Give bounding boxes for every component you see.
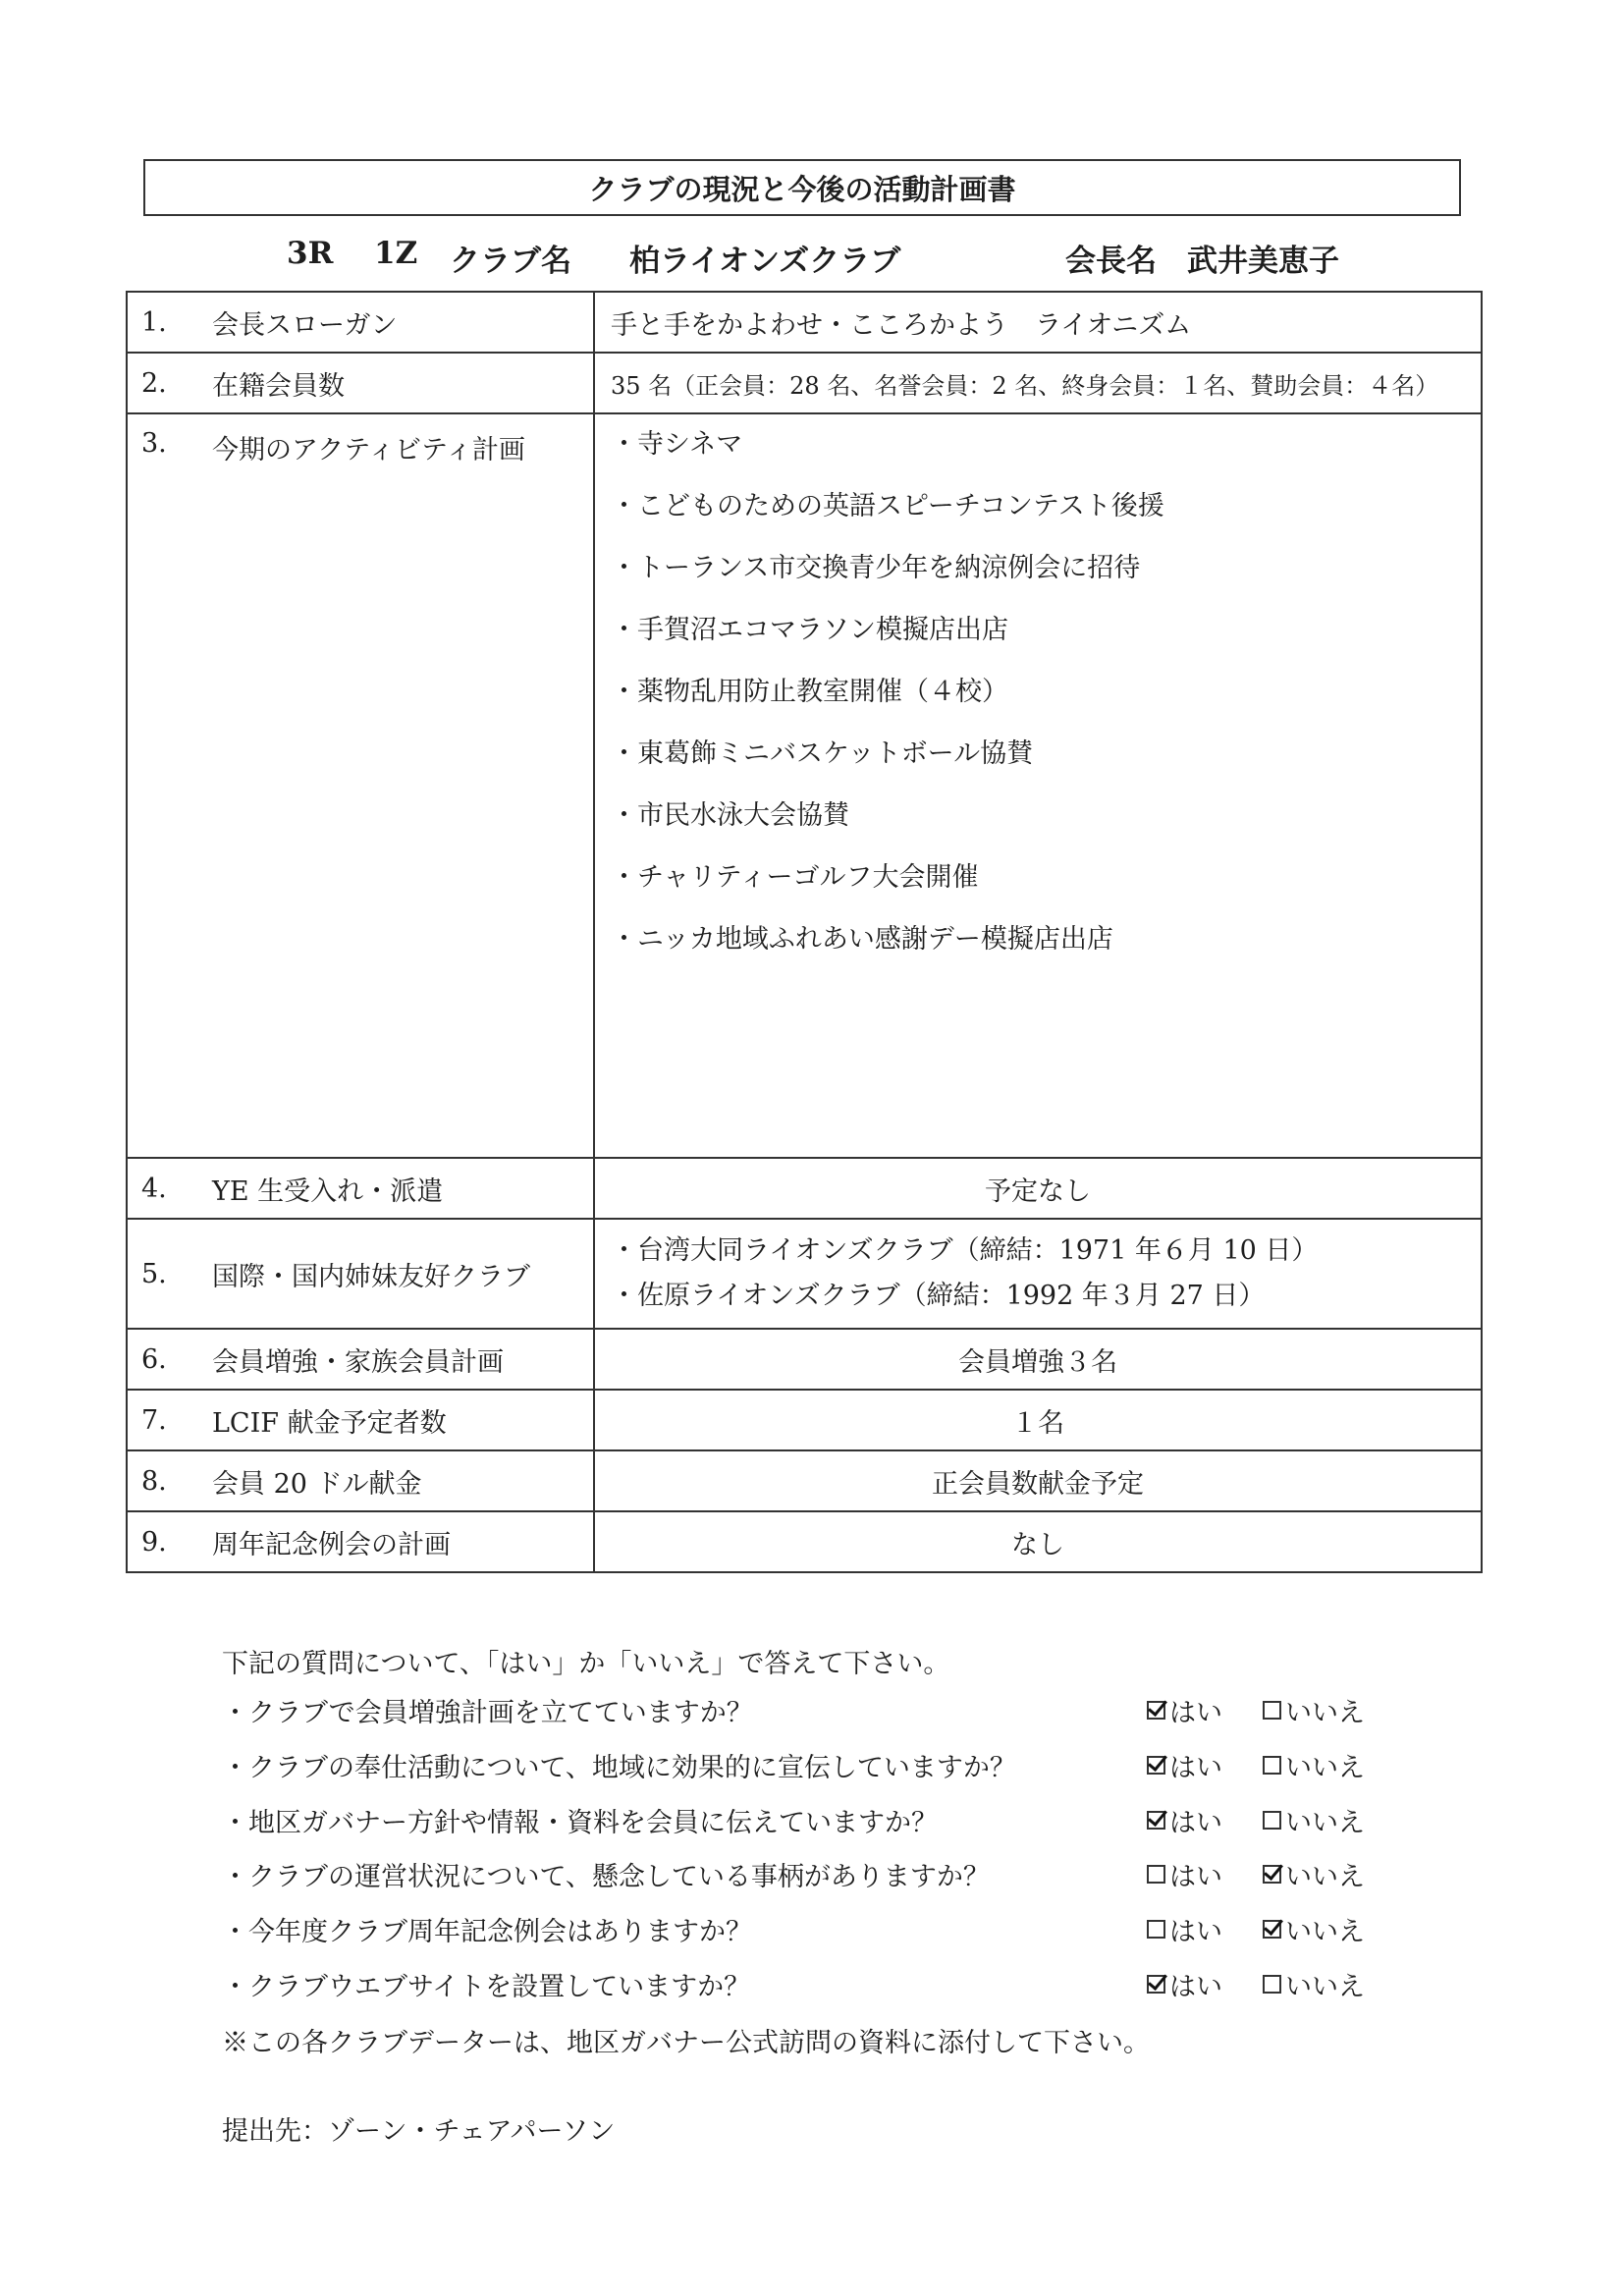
table-row (127, 413, 1482, 1158)
row-label (127, 292, 594, 353)
region: 3R (287, 236, 334, 271)
checked-checkbox[interactable] (1263, 1865, 1281, 1884)
table-row (127, 1158, 1482, 1219)
row-number: 6. (141, 1343, 167, 1375)
row-number: 3. (141, 428, 167, 459)
no-label: いいえ (1285, 1753, 1365, 1783)
lcif-value: １名 (594, 1390, 1482, 1450)
row-number: 5. (141, 1258, 167, 1289)
no-option[interactable] (1263, 1746, 1365, 1784)
no-label: いいえ (1285, 1917, 1365, 1947)
zone: 1Z (374, 236, 418, 271)
checked-checkbox[interactable] (1147, 1975, 1165, 1994)
question-row (222, 1965, 1400, 2004)
list-item: ・市民水泳大会協賛 (611, 800, 849, 831)
row-label (127, 353, 594, 413)
list-item: ・佐原ライオンズクラブ（締結：1992 年３月 27 日） (611, 1281, 1266, 1311)
yes-label: はい (1169, 1698, 1222, 1728)
table-row (127, 353, 1482, 413)
row-number: 2. (141, 367, 167, 399)
increase-value: 会員増強３名 (594, 1329, 1482, 1390)
table-row (127, 1219, 1482, 1329)
row-label (127, 1390, 594, 1450)
row-label (127, 1450, 594, 1511)
row-label (127, 1511, 594, 1572)
yes-label: はい (1169, 1862, 1222, 1892)
checkbox[interactable] (1263, 1701, 1281, 1720)
no-option[interactable] (1263, 1801, 1365, 1839)
row-label (127, 413, 594, 1158)
row-number: 7. (141, 1404, 167, 1436)
checkbox[interactable] (1147, 1920, 1165, 1939)
slogan-label: 会長スローガン (212, 309, 398, 341)
no-label: いいえ (1285, 1698, 1365, 1728)
question-text: ・地区ガバナー方針や情報・資料を会員に伝えていますか？ (222, 1808, 938, 1838)
row-number: 1. (141, 306, 167, 338)
no-label: いいえ (1285, 1972, 1365, 2002)
no-label: いいえ (1285, 1862, 1365, 1892)
row-label (127, 1329, 594, 1390)
yes-option[interactable] (1147, 1965, 1222, 2003)
club-info-table (126, 291, 1483, 1573)
club-name: 柏ライオンズクラブ (629, 244, 901, 279)
members-value: 35 名（正会員：28 名、名誉会員：2 名、終身会員：１名、賛助会員：４名） (594, 353, 1482, 413)
sister-value (594, 1219, 1482, 1329)
question-row (222, 1801, 1400, 1840)
yes-option[interactable] (1147, 1691, 1222, 1729)
list-item: ・手賀沼エコマラソン模擬店出店 (611, 615, 1008, 645)
checked-checkbox[interactable] (1147, 1701, 1165, 1720)
yes-label: はい (1169, 1917, 1222, 1947)
row-label (127, 1158, 594, 1219)
question-row (222, 1691, 1400, 1730)
sister-label: 国際・国内姉妹友好クラブ (212, 1261, 530, 1292)
note: ※この各クラブデーターは、地区ガバナー公式訪問の資料に添付して下さい。 (222, 2028, 1150, 2058)
document-title: クラブの現況と今後の活動計画書 (143, 159, 1461, 216)
row-number: 9. (141, 1526, 167, 1558)
activities-value (594, 413, 1482, 1158)
checkbox[interactable] (1263, 1811, 1281, 1830)
question-row (222, 1855, 1400, 1894)
no-option[interactable] (1263, 1691, 1365, 1729)
list-item: ・こどものための英語スピーチコンテスト後援 (611, 491, 1164, 521)
table-row (127, 1511, 1482, 1572)
yes-option[interactable] (1147, 1801, 1222, 1839)
table-row (127, 1390, 1482, 1450)
increase-label: 会員増強・家族会員計画 (212, 1346, 504, 1378)
list-item: ・薬物乱用防止教室開催（４校） (611, 677, 1008, 707)
donation-label: 会員 20 ドル献金 (212, 1468, 422, 1500)
donation-value: 正会員数献金予定 (594, 1450, 1482, 1511)
no-label: いいえ (1285, 1808, 1365, 1838)
list-item: ・トーランス市交換青少年を納涼例会に招待 (611, 553, 1141, 583)
members-label: 在籍会員数 (212, 370, 345, 402)
table-row (127, 1329, 1482, 1390)
question-text: ・クラブウエブサイトを設置していますか？ (222, 1972, 751, 2002)
yes-option[interactable] (1147, 1855, 1222, 1893)
no-option[interactable] (1263, 1910, 1365, 1948)
checkbox[interactable] (1263, 1975, 1281, 1994)
slogan-value: 手と手をかよわせ・こころかよう ライオニズム (594, 292, 1482, 353)
ye-value: 予定なし (594, 1158, 1482, 1219)
checkbox[interactable] (1263, 1756, 1281, 1775)
anniversary-value: なし (594, 1511, 1482, 1572)
checkbox[interactable] (1147, 1865, 1165, 1884)
question-text: ・クラブで会員増強計画を立てていますか？ (222, 1698, 753, 1728)
lcif-label: LCIF 献金予定者数 (212, 1407, 447, 1439)
list-item: ・寺シネマ (611, 429, 743, 460)
no-option[interactable] (1263, 1965, 1365, 2003)
question-text: ・今年度クラブ周年記念例会はありますか？ (222, 1917, 752, 1947)
checked-checkbox[interactable] (1147, 1811, 1165, 1830)
checked-checkbox[interactable] (1147, 1756, 1165, 1775)
president-name: 武井美恵子 (1187, 244, 1339, 279)
list-item: ・東葛飾ミニバスケットボール協賛 (611, 738, 1034, 769)
ye-label: YE 生受入れ・派遣 (212, 1175, 444, 1207)
activity-list (595, 414, 1481, 985)
question-text: ・クラブの奉仕活動について、地域に効果的に宣伝していますか？ (222, 1753, 1016, 1783)
yes-label: はい (1169, 1753, 1222, 1783)
questions-intro: 下記の質問について、「はい」か「いいえ」で答えて下さい。 (222, 1649, 950, 1679)
yes-option[interactable] (1147, 1746, 1222, 1784)
table-row (127, 1450, 1482, 1511)
submit-to: 提出先：ゾーン・チェアパーソン (222, 2116, 616, 2147)
row-number: 8. (141, 1465, 167, 1497)
question-row (222, 1910, 1400, 1949)
list-item: ・チャリティーゴルフ大会開催 (611, 862, 979, 893)
yes-label: はい (1169, 1808, 1222, 1838)
question-row (222, 1746, 1400, 1785)
question-text: ・クラブの運営状況について、懸念している事柄がありますか？ (222, 1862, 990, 1892)
list-item: ・台湾大同ライオンズクラブ（締結：1971 年６月 10 日） (611, 1235, 1319, 1266)
yes-option[interactable] (1147, 1910, 1222, 1948)
no-option[interactable] (1263, 1855, 1365, 1893)
list-item: ・ニッカ地域ふれあい感謝デー模擬店出店 (611, 924, 1113, 955)
row-label (127, 1219, 594, 1329)
row-number: 4. (141, 1173, 167, 1204)
yes-label: はい (1169, 1972, 1222, 2002)
president-label: 会長名 (1065, 244, 1157, 279)
checked-checkbox[interactable] (1263, 1920, 1281, 1939)
table-row (127, 292, 1482, 353)
activities-label: 今期のアクティビティ計画 (212, 435, 525, 465)
anniversary-label: 周年記念例会の計画 (212, 1529, 451, 1560)
club-label: クラブ名 (450, 244, 571, 279)
